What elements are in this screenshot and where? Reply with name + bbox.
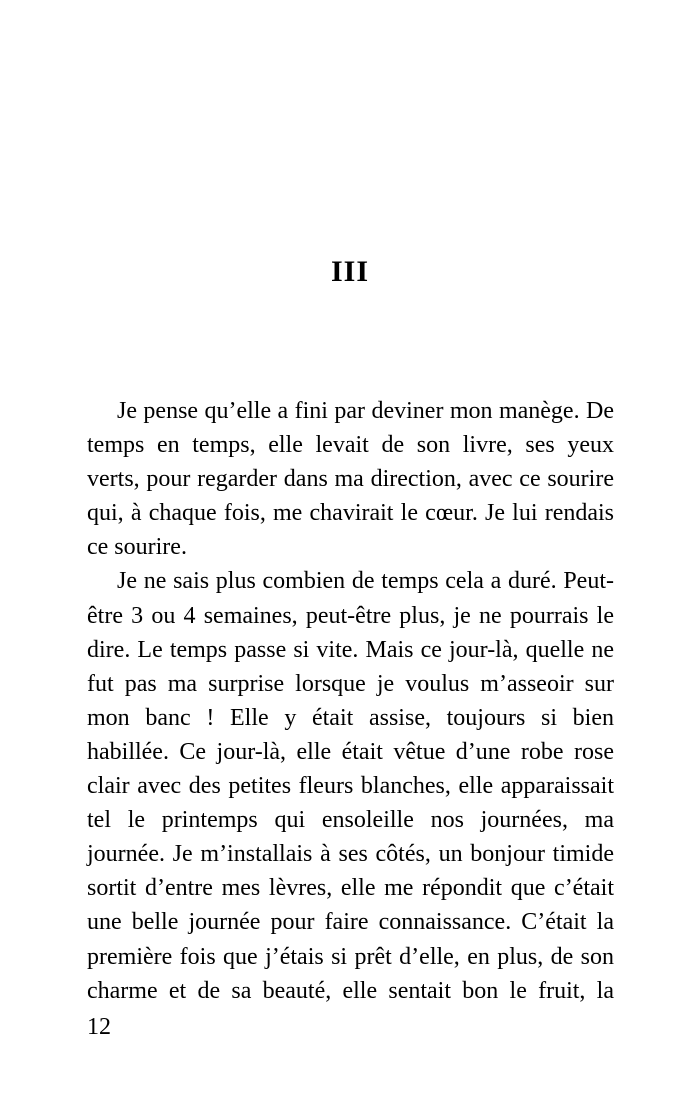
body-text xyxy=(87,394,614,1008)
text-line: sortit d’entre mes lèvres, elle me répondit que c’était xyxy=(87,875,614,902)
text-line: verts, pour regarder dans ma direction, avec ce sourire xyxy=(87,466,614,493)
text-line: temps en temps, elle levait de son livre, ses yeux xyxy=(87,432,614,459)
text-line: mon banc ! Elle y était assise, toujours si bien xyxy=(87,704,614,731)
text-line: qui, à chaque fois, me chavirait le cœur. Je lui rendais xyxy=(87,500,614,527)
text-line: première fois que j’étais si prêt d’elle, en plus, de son xyxy=(87,943,614,970)
text-line: charme et de sa beauté, elle sentait bon le fruit, la xyxy=(87,977,614,1004)
text-line: fut pas ma surprise lorsque je voulus m’asseoir sur xyxy=(87,670,614,697)
text-line: tel le printemps qui ensoleille nos journées, ma xyxy=(87,807,614,834)
text-line: une belle journée pour faire connaissance. C’était la xyxy=(87,909,614,936)
text-line: ce sourire. xyxy=(87,534,187,561)
text-line: dire. Le temps passe si vite. Mais ce jour-là, quelle ne xyxy=(87,636,614,663)
page-number: 12 xyxy=(87,1014,111,1040)
chapter-heading: III xyxy=(330,255,370,288)
text-line: être 3 ou 4 semaines, peut-être plus, je ne pourrais le xyxy=(87,602,614,629)
text-line: clair avec des petites fleurs blanches, elle apparaissait xyxy=(87,773,614,800)
text-line: habillée. Ce jour-là, elle était vêtue d’une robe rose xyxy=(87,738,614,765)
text-line: journée. Je m’installais à ses côtés, un bonjour timide xyxy=(87,841,614,868)
text-line: Je ne sais plus combien de temps cela a duré. Peut- xyxy=(117,568,614,595)
text-line: Je pense qu’elle a fini par deviner mon manège. De xyxy=(117,398,614,424)
